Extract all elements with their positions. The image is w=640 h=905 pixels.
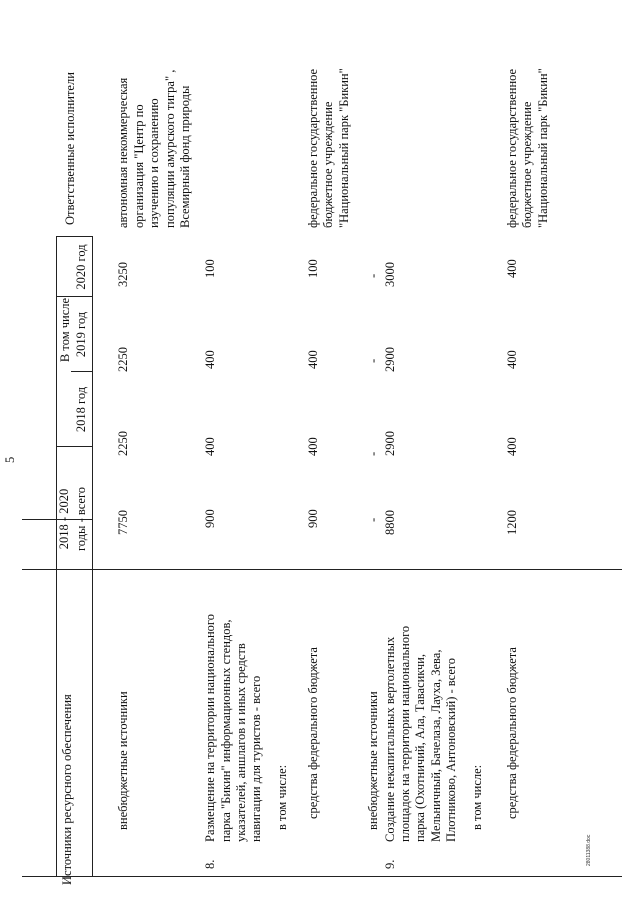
row6-source-line3: парка (Охотничий, Ала, Тавасикчи, — [413, 654, 427, 842]
row2-total: 900 — [203, 509, 217, 528]
row6-total: 8800 — [383, 510, 397, 535]
row5-2018: - — [366, 451, 380, 456]
row1-2018: 2250 — [116, 431, 130, 456]
row1-source: внебюджетные источники — [116, 691, 130, 830]
row1-total: 7750 — [116, 510, 130, 535]
row6-source-line5: Плотниково, Антоновский) - всего — [444, 658, 458, 842]
row1-resp-line1: автономная некоммерческая — [116, 77, 130, 228]
row8-resp-line2: бюджетное учреждение — [520, 101, 534, 228]
row4-total: 900 — [306, 509, 320, 528]
row2-number: 8. — [203, 859, 217, 869]
table-right-border — [92, 237, 93, 877]
row4-2020: 100 — [306, 259, 320, 278]
header-2018: 2018 год — [74, 386, 88, 433]
row1-2020: 3250 — [116, 262, 130, 287]
table-border-top — [22, 876, 622, 877]
row1-resp-line4: популяции амурского тигра" , — [163, 69, 177, 228]
header-2020: 2020 год — [74, 244, 88, 290]
row8-resp-line1: федеральное государственное — [505, 68, 519, 228]
row5-source: внебюджетные источники — [366, 691, 380, 830]
row2-source-line2: парка "Бикин" информационных стендов, — [219, 619, 233, 842]
row8-2020: 400 — [505, 259, 519, 278]
row4-resp-line3: "Национальный парк "Бикин" — [337, 68, 351, 228]
document-filename: 28011388.doc — [586, 834, 592, 866]
header-sources: Источники ресурсного обеспечения — [60, 694, 74, 885]
page-number: 5 — [3, 456, 17, 463]
row4-resp-line1: федеральное государственное — [306, 68, 320, 228]
row8-2019: 400 — [505, 350, 519, 369]
header-total-line1: 2018 - 2020 — [57, 488, 71, 550]
row2-source-line1: Размещение на территории национального — [203, 614, 217, 842]
row8-2018: 400 — [505, 437, 519, 456]
row8-source: средства федерального бюджета — [505, 647, 519, 819]
row8-total: 1200 — [505, 510, 519, 535]
header-including: В том числе — [58, 297, 72, 363]
row5-2020: - — [366, 273, 380, 278]
row1-resp-line2: организация "Центр по — [132, 104, 146, 228]
row2-2020: 100 — [203, 259, 217, 278]
row6-number: 9. — [383, 859, 397, 869]
row1-resp-line5: Всемирный фонд природы — [178, 85, 192, 228]
header-2019: 2019 год — [74, 311, 88, 358]
row1-2019: 2250 — [116, 347, 130, 372]
row1-resp-line3: изучению и сохранению — [147, 98, 161, 228]
row6-source-line4: Мельничный, Бачелаза, Лауха, Зева, — [429, 649, 443, 842]
row5-2019: - — [366, 358, 380, 363]
row2-source-line3: указателей, аншлагов и иных средств — [234, 643, 248, 842]
header-responsible: Ответственные исполнители — [63, 72, 77, 225]
row7-source: в том числе: — [470, 764, 484, 830]
row4-2018: 400 — [306, 437, 320, 456]
row5-total: - — [366, 517, 380, 522]
row4-resp-line2: бюджетное учреждение — [321, 101, 335, 228]
row6-2019: 2900 — [383, 347, 397, 372]
row4-2019: 400 — [306, 350, 320, 369]
row2-2018: 400 — [203, 437, 217, 456]
row6-source-line2: площадок на территории национального — [398, 625, 412, 842]
row2-source-line4: навигации для туристов - всего — [249, 675, 263, 842]
row6-2018: 2900 — [383, 431, 397, 456]
row2-2019: 400 — [203, 350, 217, 369]
row6-source-line1: Создание некапитальных вертолетных — [383, 636, 397, 842]
header-divider — [22, 569, 622, 570]
row8-resp-line3: "Национальный парк "Бикин" — [536, 68, 550, 228]
row6-2020: 3000 — [383, 262, 397, 287]
row3-source: в том числе: — [275, 764, 289, 830]
header-total-line2: годы - всего — [74, 486, 88, 552]
row4-source: средства федерального бюджета — [306, 647, 320, 819]
